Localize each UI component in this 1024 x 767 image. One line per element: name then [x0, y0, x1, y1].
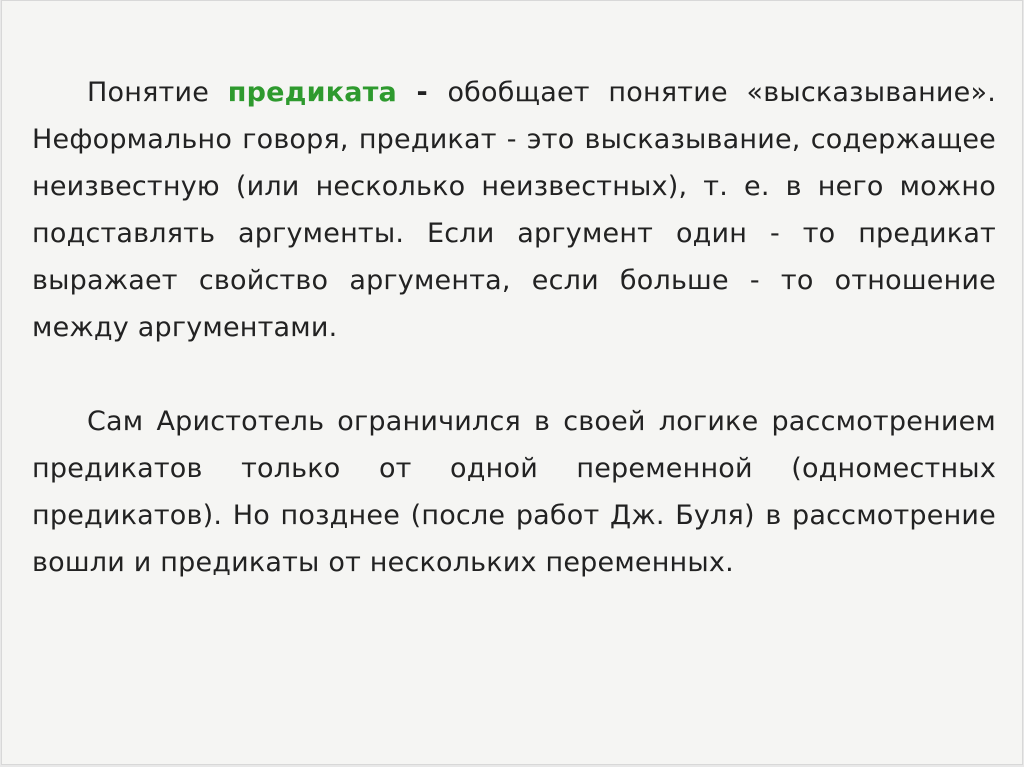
- slide: [1, 0, 1023, 765]
- paragraph-predicate-definition: [32, 69, 996, 351]
- paragraph-1-body: обобщает понятие «высказывание». Неформально говоря, предикат - это высказывание, содержащее неизвестную (или несколько неизвестных), т. е. в него можно подставлять аргументы. Если аргумент один - то предикат выражает свойство аргумента, если больше - то отношение между аргументами.: [32, 77, 996, 343]
- slide-content: [32, 69, 996, 586]
- paragraph-1-intro: Понятие: [87, 77, 228, 108]
- highlighted-term-predicate: предиката: [227, 77, 397, 108]
- paragraph-2-body: Сам Аристотель ограничился в своей логике рассмотрением предикатов только от одной переменной (одноместных предикатов). Но позднее (после работ Дж. Буля) в рассмотрение вошли и предикаты от нескольких переменных.: [32, 406, 996, 578]
- term-dash: -: [396, 77, 448, 108]
- paragraph-aristotle: [32, 398, 996, 586]
